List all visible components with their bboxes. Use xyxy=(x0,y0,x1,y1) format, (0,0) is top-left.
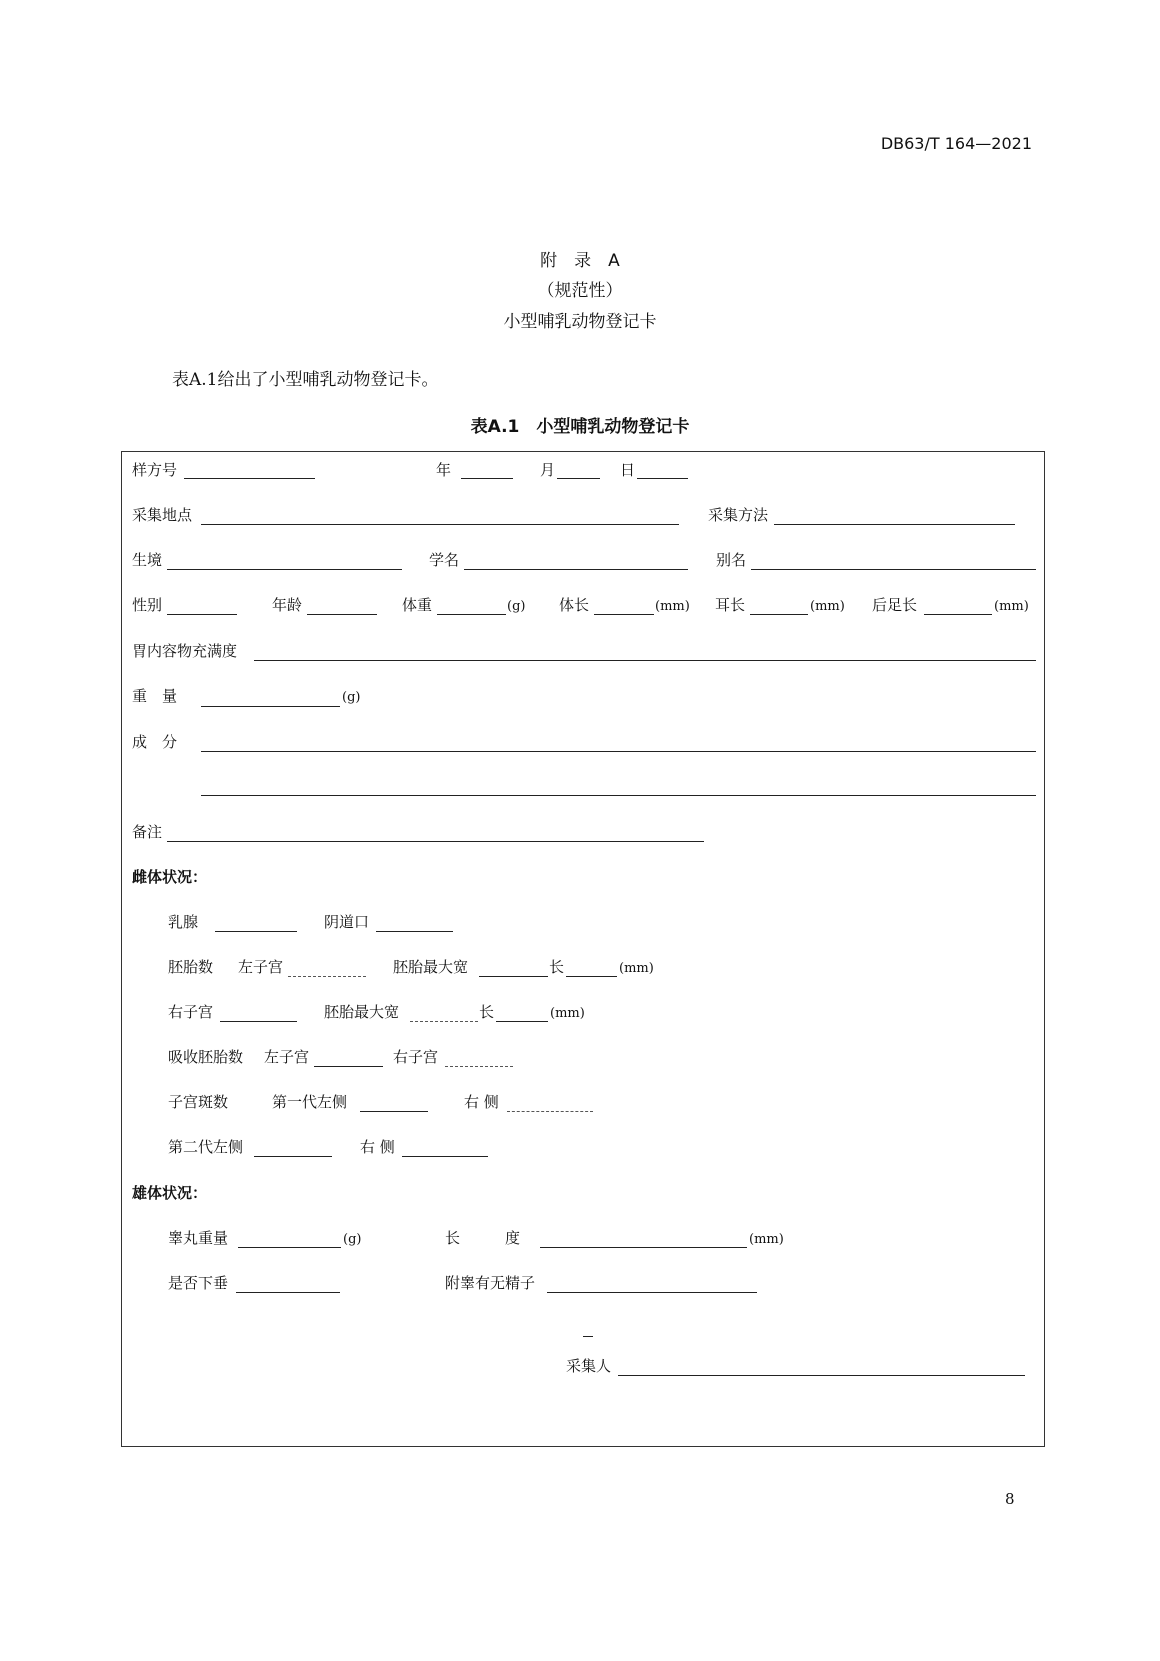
male-section-title: 雄体状况： xyxy=(132,1184,208,1202)
label-gen1-left: 第一代左侧 xyxy=(272,1093,348,1111)
label-alias: 别名 xyxy=(716,551,747,569)
unit-ear-length: (mm) xyxy=(810,599,845,614)
label-testis-length: 长 度 xyxy=(445,1229,521,1247)
label-embryo-max-width: 胚胎最大宽 xyxy=(393,958,469,976)
label-absorbed-right-uterus: 右子宫 xyxy=(393,1048,439,1066)
label-habitat: 生境 xyxy=(132,551,163,569)
label-absorbed-left-uterus: 左子宫 xyxy=(264,1048,310,1066)
label-ear-length: 耳长 xyxy=(715,596,746,614)
field-descended[interactable] xyxy=(236,1292,340,1293)
field-embryo-length[interactable] xyxy=(566,976,617,977)
label-vagina: 阴道口 xyxy=(324,913,370,931)
field-embryo-length-2[interactable] xyxy=(496,1021,548,1022)
field-gen2-left[interactable] xyxy=(254,1156,332,1157)
field-sex[interactable] xyxy=(167,614,237,615)
field-hind-foot[interactable] xyxy=(924,614,992,615)
stray-mark xyxy=(583,1336,593,1337)
label-right-uterus: 右子宫 xyxy=(168,1003,214,1021)
field-ear-length[interactable] xyxy=(750,614,808,615)
label-embryo-length-2: 长 xyxy=(479,1003,495,1021)
unit-embryo-length-2: (mm) xyxy=(550,1006,585,1021)
label-day: 日 xyxy=(620,461,636,479)
label-left-uterus: 左子宫 xyxy=(238,958,284,976)
document-code: DB63/T 164—2021 xyxy=(880,134,1032,153)
label-collector: 采集人 xyxy=(566,1357,612,1375)
label-gen1-right: 右 侧 xyxy=(464,1093,499,1111)
unit-testis-length: (mm) xyxy=(749,1232,784,1247)
field-absorbed-right[interactable] xyxy=(445,1066,513,1067)
label-stomach: 胃内容物充满度 xyxy=(132,642,238,660)
field-epididymis-sperm[interactable] xyxy=(547,1292,757,1293)
field-gen1-left[interactable] xyxy=(360,1111,428,1112)
field-composition-2[interactable] xyxy=(201,795,1036,796)
field-embryo-max-width[interactable] xyxy=(479,976,548,977)
label-mammary: 乳腺 xyxy=(168,913,199,931)
field-mass[interactable] xyxy=(201,706,340,707)
field-absorbed-left[interactable] xyxy=(314,1066,383,1067)
field-mammary[interactable] xyxy=(215,931,297,932)
label-gen2-left: 第二代左侧 xyxy=(168,1138,244,1156)
female-section-title: 雌体状况： xyxy=(132,868,208,886)
label-age: 年龄 xyxy=(272,596,303,614)
field-embryo-max-width-2[interactable] xyxy=(410,1021,478,1022)
label-sci-name: 学名 xyxy=(429,551,460,569)
field-sci-name[interactable] xyxy=(464,569,688,570)
label-sex: 性别 xyxy=(132,596,163,614)
field-habitat[interactable] xyxy=(167,569,402,570)
label-month: 月 xyxy=(540,461,556,479)
field-composition-1[interactable] xyxy=(201,751,1036,752)
unit-mass: (g) xyxy=(342,690,361,705)
label-uterine-spots: 子宫斑数 xyxy=(168,1093,229,1111)
field-location[interactable] xyxy=(201,524,679,525)
label-weight: 体重 xyxy=(402,596,433,614)
page-number: 8 xyxy=(1005,1490,1015,1508)
label-composition: 成 分 xyxy=(132,733,178,751)
table-caption: 表A.1 小型哺乳动物登记卡 xyxy=(470,417,690,437)
unit-body-length: (mm) xyxy=(655,599,690,614)
label-embryo-length: 长 xyxy=(549,958,565,976)
field-testis-weight[interactable] xyxy=(238,1247,341,1248)
intro-text: 表A.1给出了小型哺乳动物登记卡。 xyxy=(172,370,439,390)
unit-testis-weight: (g) xyxy=(343,1232,362,1247)
label-remark: 备注 xyxy=(132,823,163,841)
appendix-nature: （规范性） xyxy=(537,281,623,301)
field-gen2-right[interactable] xyxy=(402,1156,488,1157)
label-mass: 重 量 xyxy=(132,687,178,705)
label-epididymis-sperm: 附睾有无精子 xyxy=(445,1274,536,1292)
label-method: 采集方法 xyxy=(708,506,769,524)
field-alias[interactable] xyxy=(751,569,1036,570)
field-year[interactable] xyxy=(461,478,513,479)
field-sample-no[interactable] xyxy=(184,478,315,479)
label-absorbed-embryo: 吸收胚胎数 xyxy=(168,1048,244,1066)
label-hind-foot: 后足长 xyxy=(872,596,918,614)
unit-weight: (g) xyxy=(507,599,526,614)
field-collector[interactable] xyxy=(618,1375,1025,1376)
field-right-uterus-embryo[interactable] xyxy=(220,1021,297,1022)
field-body-length[interactable] xyxy=(594,614,654,615)
field-stomach[interactable] xyxy=(254,660,1036,661)
field-testis-length[interactable] xyxy=(540,1247,747,1248)
label-sample-no: 样方号 xyxy=(132,461,178,479)
label-testis-weight: 睾丸重量 xyxy=(168,1229,229,1247)
label-location: 采集地点 xyxy=(132,506,193,524)
appendix-heading: 附 录 A xyxy=(540,251,620,271)
label-year: 年 xyxy=(436,461,452,479)
field-month[interactable] xyxy=(557,478,600,479)
unit-embryo-length: (mm) xyxy=(619,961,654,976)
label-embryo-max-width-2: 胚胎最大宽 xyxy=(324,1003,400,1021)
label-body-length: 体长 xyxy=(559,596,590,614)
field-remark[interactable] xyxy=(167,841,704,842)
label-descended: 是否下垂 xyxy=(168,1274,229,1292)
appendix-title: 小型哺乳动物登记卡 xyxy=(503,312,657,332)
field-left-uterus-embryo[interactable] xyxy=(288,976,366,977)
field-day[interactable] xyxy=(637,478,688,479)
field-weight[interactable] xyxy=(437,614,506,615)
label-gen2-right: 右 侧 xyxy=(360,1138,395,1156)
field-gen1-right[interactable] xyxy=(507,1111,593,1112)
field-vagina[interactable] xyxy=(376,931,453,932)
field-age[interactable] xyxy=(307,614,377,615)
field-method[interactable] xyxy=(774,524,1015,525)
label-embryo-count: 胚胎数 xyxy=(168,958,214,976)
unit-hind-foot: (mm) xyxy=(994,599,1029,614)
